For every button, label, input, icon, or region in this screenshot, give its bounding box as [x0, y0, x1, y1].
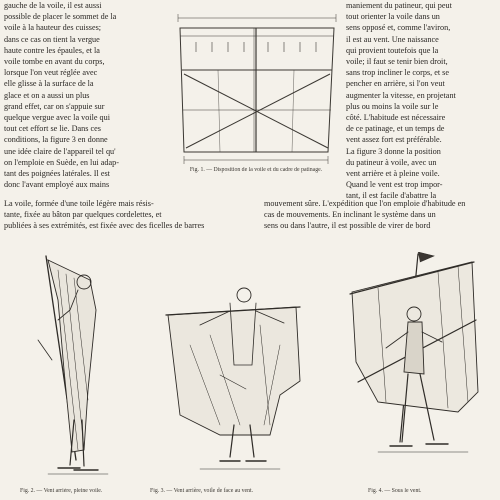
- text-line: on l'emploie en Suède, en lui adap-: [4, 157, 119, 167]
- text-line: tante, fixée au bâton par quelques cordelettes, et: [4, 210, 162, 220]
- text-line: il est au vent. Une naissance: [346, 34, 439, 44]
- text-line: qui provient toutefois que la: [346, 45, 439, 55]
- text-line: sans trop incliner le corps, et se: [346, 68, 449, 78]
- text-line: vent arrière et à pleine voile.: [346, 169, 440, 179]
- text-line: tout cet effort se lie. Dans ces: [4, 124, 101, 134]
- skater-diagonal-sail-drawing: [338, 252, 488, 480]
- text-line: glace et on a aussi un plus: [4, 90, 90, 100]
- text-line: de ce patinage, et un temps de: [346, 124, 445, 134]
- text-line: possible de placer le sommet de la: [4, 12, 117, 22]
- text-line: sens opposé et, comme l'aviron,: [346, 23, 451, 33]
- sail-frame-drawing: [168, 10, 344, 170]
- text-line: quelque vergue avec la voile qui: [4, 113, 111, 123]
- text-line: voile; il faut se tenir bien droit,: [346, 57, 448, 67]
- text-line: sens ou dans l'autre, il est possible de virer de bord: [264, 221, 431, 231]
- left-text-column: [4, 0, 162, 205]
- text-line: augmenter la vitesse, en projetant: [346, 90, 456, 100]
- bottom-right-text: [264, 198, 496, 232]
- text-line: cas de mouvements. En inclinant le système dans un: [264, 210, 436, 220]
- text-line: mouvement sûre. L'expédition que l'on emploie d'habitude en: [264, 199, 466, 208]
- text-line: publiées à ses extrémités, est fixée avec des ficelles de barres: [4, 221, 205, 231]
- figure-4-caption: Fig. 4. — Sous le vent.: [368, 488, 422, 494]
- text-line: haute contre les épaules, et la: [4, 45, 100, 55]
- text-line: voile à la hauteur des cuisses;: [4, 23, 102, 33]
- figure-3-caption: Fig. 3. — Vent arrière, voile de face au vent.: [150, 488, 254, 494]
- text-line: vent assez fort est préférable.: [346, 135, 442, 145]
- text-line: La voile, formée d'une toile légère mais résis-: [4, 199, 154, 208]
- text-line: tant des poignées latérales. Il est: [4, 169, 110, 179]
- text-line: une idée claire de l'appareil tel qu': [4, 146, 116, 156]
- skater-furled-sail-drawing: [18, 250, 128, 478]
- text-line: maniement du patineur, qui peut: [346, 1, 452, 10]
- text-line: du patineur à voile, avec un: [346, 157, 437, 167]
- figure-2-caption: Fig. 2. — Vent arrière, pleine voile.: [20, 488, 103, 494]
- text-line: elle glisse à la surface de la: [4, 79, 94, 89]
- text-line: voile tombe en avant du corps,: [4, 57, 105, 67]
- figure-3-skater-illustration: [160, 285, 310, 475]
- skater-square-sail-drawing: [160, 285, 310, 475]
- text-line: conditions, la figure 3 en donne: [4, 135, 108, 145]
- text-line: tant, il est facile d'abattre la: [346, 191, 437, 201]
- text-line: donc l'avant employé aux mains: [4, 180, 110, 190]
- text-line: dans ce cas on tient la vergue: [4, 34, 100, 44]
- figure-4-skater-illustration: [338, 252, 488, 480]
- figure-1-sail-diagram: [168, 10, 344, 185]
- text-line: pencher en arrière, si l'on veut: [346, 79, 445, 89]
- text-line: Quand le vent est trop impor-: [346, 180, 443, 190]
- text-line: plus ou moins la voile sur le: [346, 101, 439, 111]
- bottom-left-text: [4, 198, 236, 232]
- right-text-column: [346, 0, 496, 205]
- text-line: gauche de la voile, il est aussi: [4, 1, 102, 10]
- text-line: côté. L'habitude est nécessaire: [346, 113, 446, 123]
- text-line: lorsque l'on veut réglée avec: [4, 68, 98, 78]
- figure-1-caption: Fig. 1. — Disposition de la voile et du cadre de patinage.: [189, 167, 323, 173]
- text-line: La figure 3 donne la position: [346, 146, 441, 156]
- figure-2-skater-illustration: [18, 250, 128, 478]
- text-line: tout orienter la voile dans un: [346, 12, 440, 22]
- text-line: grand effet, car on s'appuie sur: [4, 101, 105, 111]
